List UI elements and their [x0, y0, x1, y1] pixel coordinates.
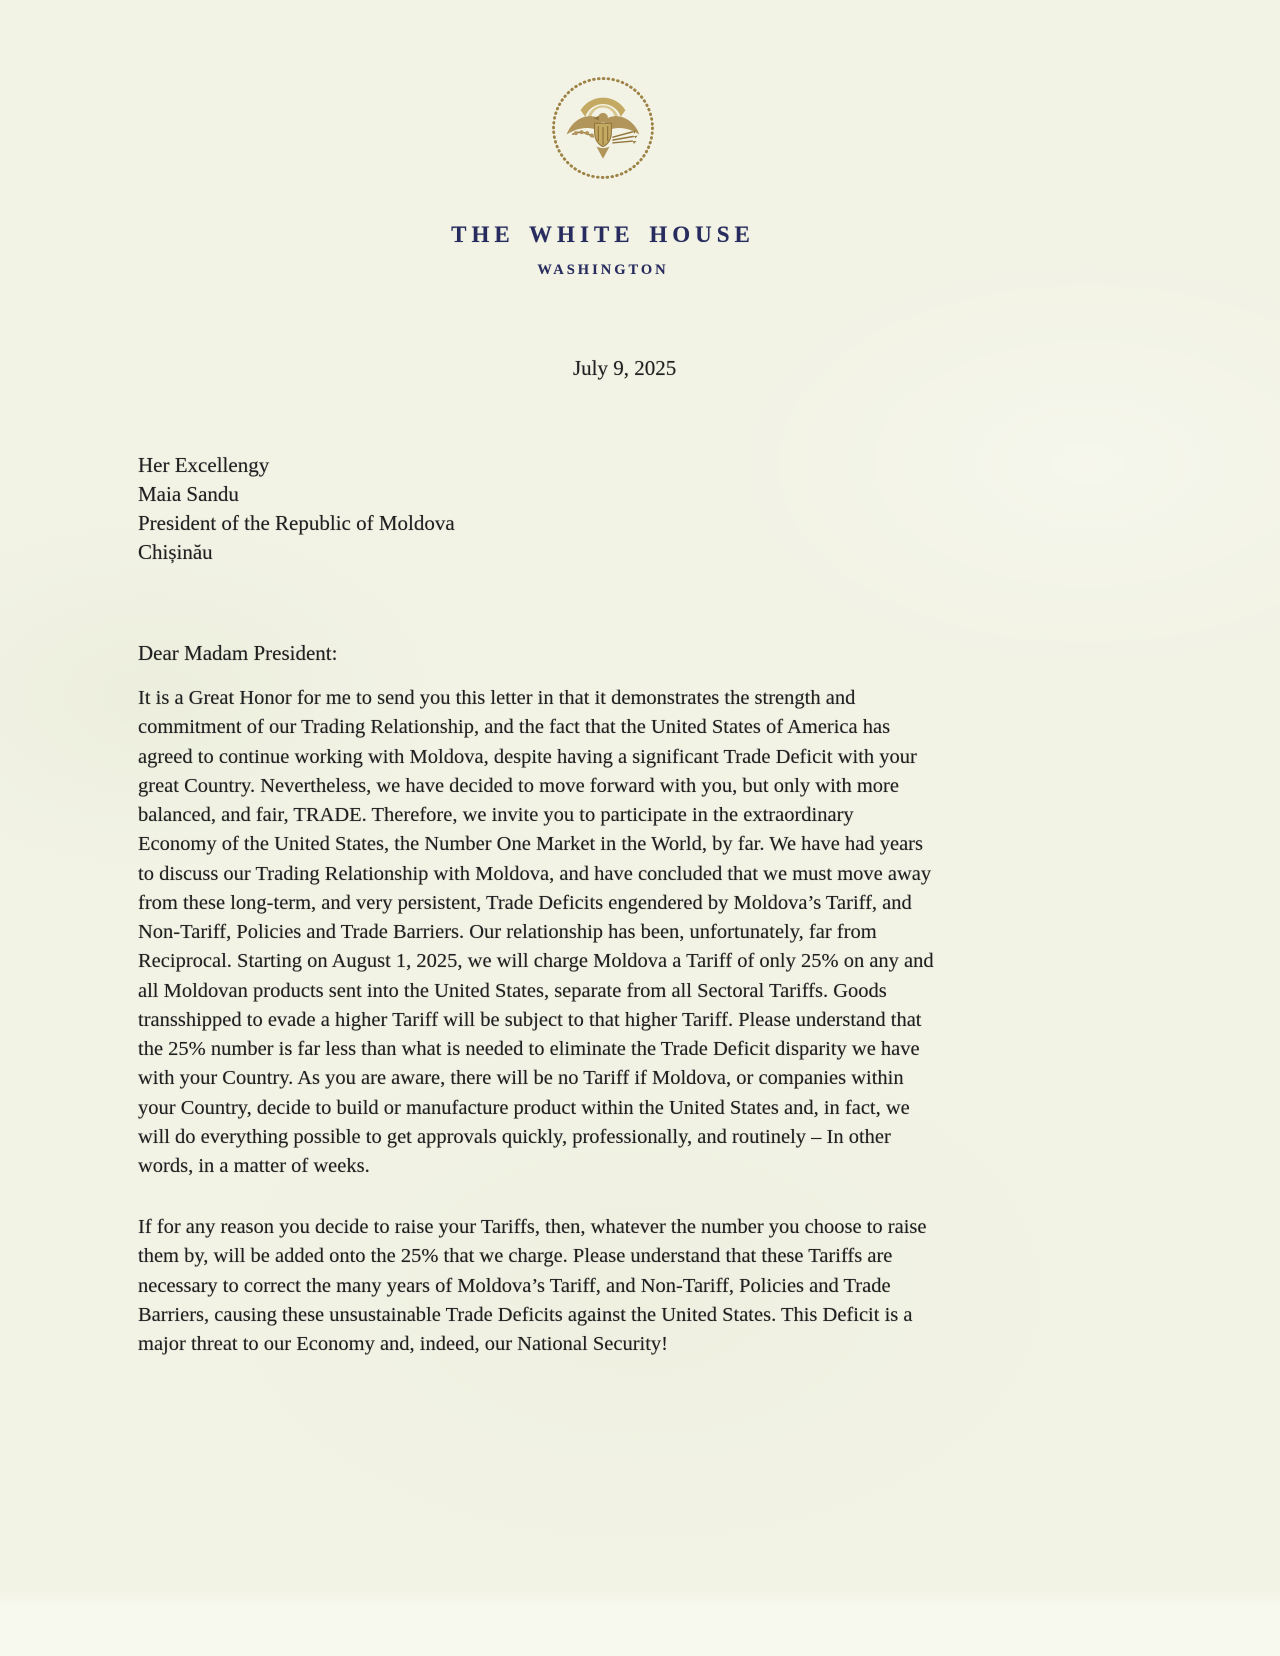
- body-paragraph-1: [138, 684, 934, 1181]
- letterhead-org: THE WHITE HOUSE: [451, 222, 755, 247]
- text-line: If for any reason you decide to raise your Tariffs, then, whatever the number you choose to raise: [138, 1216, 927, 1238]
- scan-edge-artifact: [0, 1590, 1280, 1656]
- text-line: President of the Republic of Moldova: [138, 511, 455, 535]
- text-line: Maia Sandu: [138, 482, 239, 506]
- letterhead-city: WASHINGTON: [537, 262, 669, 278]
- text-line: Her Excellengy: [138, 453, 270, 477]
- body-paragraph-2: [138, 1213, 927, 1359]
- text-line: from these long-term, and very persistent, Trade Deficits engendered by Moldova’s Tariff, and: [138, 891, 912, 914]
- text-line: the 25% number is far less than what is needed to eliminate the Trade Deficit disparity we have: [138, 1038, 920, 1060]
- text-line: commitment of our Trading Relationship, and the fact that the United States of America has: [138, 716, 891, 739]
- recipient-address-block: [138, 451, 455, 567]
- text-line: It is a Great Honor for me to send you this letter in that it demonstrates the strength and: [138, 687, 856, 709]
- text-line: them by, will be added onto the 25% that we charge. Please understand that these Tariffs are: [138, 1245, 893, 1268]
- text-line: to discuss our Trading Relationship with Moldova, and have concluded that we must move away: [138, 862, 932, 885]
- text-line: major threat to our Economy and, indeed, our National Security!: [138, 1333, 668, 1355]
- text-line: great Country. Nevertheless, we have decided to move forward with you, but only with more: [138, 774, 899, 797]
- text-line: will do everything possible to get approvals quickly, professionally, and routinely – In other: [138, 1125, 891, 1148]
- text-line: balanced, and fair, TRADE. Therefore, we invite you to participate in the extraordinary: [138, 804, 854, 826]
- letter-date: July 9, 2025: [573, 356, 677, 380]
- text-line: all Moldovan products sent into the United States, separate from all Sectoral Tariffs. Goods: [138, 979, 887, 1002]
- text-line: agreed to continue working with Moldova, despite having a significant Trade Deficit with your: [138, 745, 917, 768]
- text-line: Chișinău: [138, 540, 213, 564]
- text-line: Barriers, causing these unsustainable Trade Deficits against the United States. This Deficit is a: [138, 1303, 913, 1326]
- text-line: Reciprocal. Starting on August 1, 2025, we will charge Moldova a Tariff of only 25% on any and: [138, 950, 934, 973]
- text-line: with your Country. As you are aware, there will be no Tariff if Moldova, or companies within: [138, 1067, 904, 1090]
- presidential-seal-icon: [547, 72, 659, 184]
- salutation: Dear Madam President:: [138, 641, 338, 665]
- text-line: words, in a matter of weeks.: [138, 1155, 370, 1177]
- text-line: necessary to correct the many years of Moldova’s Tariff, and Non-Tariff, Policies and Trade: [138, 1274, 891, 1297]
- text-line: your Country, decide to build or manufacture product within the United States and, in fact, we: [138, 1096, 910, 1119]
- text-line: Non-Tariff, Policies and Trade Barriers. Our relationship has been, unfortunately, far from: [138, 921, 877, 943]
- text-line: transshipped to evade a higher Tariff will be subject to that higher Tariff. Please understand that: [138, 1008, 922, 1031]
- text-line: Economy of the United States, the Number One Market in the World, by far. We have had years: [138, 833, 923, 856]
